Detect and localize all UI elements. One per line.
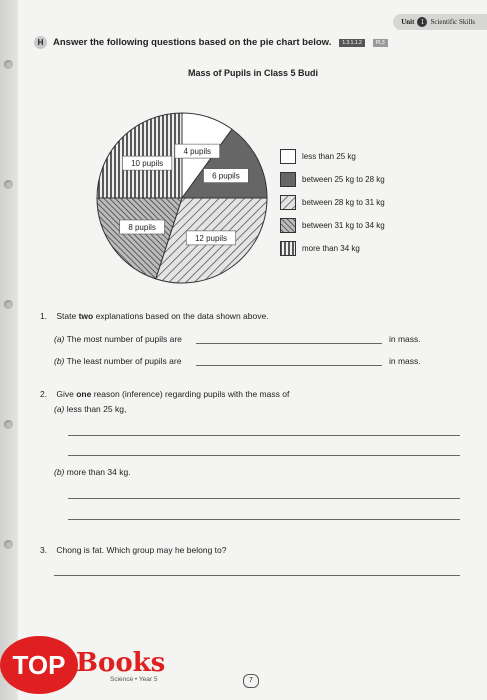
- legend-label: more than 34 kg: [302, 244, 360, 253]
- slice-label: 4 pupils: [183, 147, 212, 157]
- question-text: reason (inference) regarding pupils with the mass of: [91, 389, 290, 399]
- sub-text: less than 25 kg,: [66, 404, 127, 414]
- suffix-1b: in mass.: [389, 356, 421, 366]
- unit-label: Unit: [401, 18, 415, 26]
- sub-text: The least number of pupils are: [66, 356, 182, 366]
- binding-strip: [0, 0, 18, 700]
- section-letter: H: [34, 36, 47, 49]
- sub-text: The most number of pupils are: [66, 334, 182, 344]
- page-number: 7: [243, 674, 259, 688]
- workbook-page: [12, 0, 487, 700]
- question-1: [40, 311, 269, 321]
- legend-swatch-vertical: [280, 241, 296, 256]
- legend-item: [280, 148, 385, 165]
- answer-line-3[interactable]: [54, 575, 460, 576]
- pie-chart: [18, 0, 487, 300]
- legend-label: between 31 kg to 34 kg: [302, 221, 385, 230]
- question-2b: [54, 467, 131, 477]
- sub-label: (a): [54, 334, 65, 344]
- chart-legend: [280, 148, 385, 263]
- logo-wordmark: Books: [76, 648, 166, 678]
- question-emphasis: one: [76, 389, 92, 399]
- legend-label: between 25 kg to 28 kg: [302, 175, 385, 184]
- question-text: Give: [56, 389, 77, 399]
- question-number: 2.: [40, 389, 48, 399]
- suffix-1a: in mass.: [389, 334, 421, 344]
- section-instruction: Answer the following questions based on the pie chart below.: [53, 37, 332, 48]
- slice-label: 8 pupils: [128, 222, 156, 232]
- slice-label: 12 pupils: [194, 233, 227, 243]
- legend-swatch-diagonal: [280, 195, 296, 210]
- question-2: [40, 389, 289, 399]
- logo-badge: TOP: [0, 636, 78, 694]
- question-emphasis: two: [78, 311, 94, 321]
- legend-swatch-dense-diagonal: [280, 218, 296, 233]
- legend-item: [280, 240, 385, 257]
- answer-line-1a[interactable]: [196, 343, 382, 344]
- sub-text: more than 34 kg.: [66, 467, 131, 477]
- question-text: explanations based on the data shown above.: [93, 311, 269, 321]
- question-1a: [54, 334, 182, 344]
- sub-label: (b): [54, 356, 65, 366]
- legend-swatch-white: [280, 149, 296, 164]
- legend-item: [280, 171, 385, 188]
- skill-code-badge: 1.3.1.1.2: [339, 39, 364, 47]
- performance-level-badge: PL3: [373, 39, 388, 47]
- topbooks-logo: [0, 636, 210, 700]
- binding-hole: [4, 60, 13, 69]
- unit-title: Scientific Skills: [430, 18, 475, 26]
- legend-item: [280, 217, 385, 234]
- footer-subject: Science • Year 5: [110, 676, 158, 683]
- answer-line-2b-2[interactable]: [68, 519, 460, 520]
- binding-hole: [4, 300, 13, 309]
- sub-label: (b): [54, 467, 65, 477]
- legend-swatch-grey: [280, 172, 296, 187]
- question-text: State: [56, 311, 79, 321]
- pie-slice: [97, 113, 182, 198]
- legend-item: [280, 194, 385, 211]
- question-2a: [54, 404, 126, 414]
- answer-line-2b-1[interactable]: [68, 498, 460, 499]
- unit-number: 1: [417, 17, 427, 27]
- binding-hole: [4, 540, 13, 549]
- question-number: 3.: [40, 545, 48, 555]
- question-3: [40, 545, 226, 555]
- slice-label: 6 pupils: [212, 171, 240, 181]
- question-number: 1.: [40, 311, 48, 321]
- binding-hole: [4, 180, 13, 189]
- slice-label: 10 pupils: [131, 159, 164, 169]
- legend-label: less than 25 kg: [302, 152, 356, 161]
- binding-hole: [4, 420, 13, 429]
- legend-label: between 28 kg to 31 kg: [302, 198, 385, 207]
- chart-title: Mass of Pupils in Class 5 Budi: [188, 68, 319, 78]
- answer-line-2a-1[interactable]: [68, 435, 460, 436]
- question-1b: [54, 356, 181, 366]
- answer-line-2a-2[interactable]: [68, 455, 460, 456]
- question-text: Chong is fat. Which group may he belong to?: [56, 545, 227, 555]
- sub-label: (a): [54, 404, 65, 414]
- answer-line-1b[interactable]: [196, 365, 382, 366]
